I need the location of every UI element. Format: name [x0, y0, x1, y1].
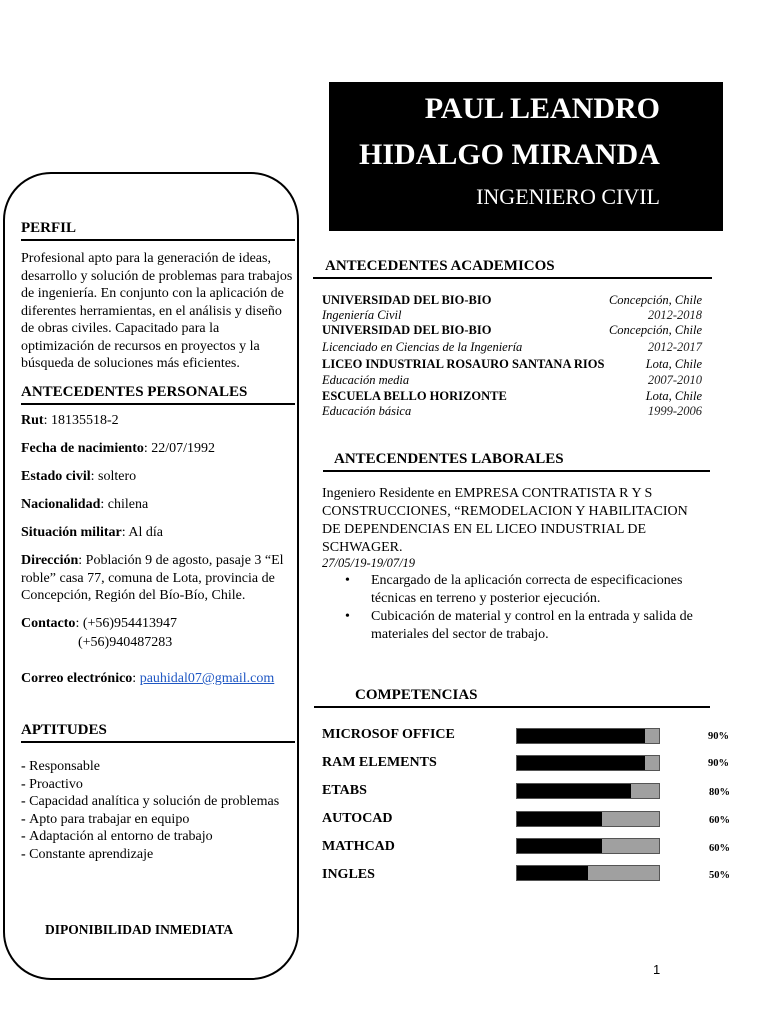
skill-bar: [516, 838, 660, 854]
skill-bar-fill: [517, 784, 631, 798]
skill-name: ETABS: [322, 783, 367, 798]
address-value: : Población 9 de agosto, pasaje 3 “El roble” casa 77, comuna de Lota, provincia de Concepción, Región del Bío-Bío, Chile.: [21, 553, 284, 603]
phone-1: : (+56)954413947: [75, 616, 178, 631]
skill-percent: 50%: [709, 870, 730, 881]
skill-name: MATHCAD: [322, 839, 395, 854]
civil-label: Estado civil: [21, 469, 91, 484]
military-value: : Al día: [121, 525, 163, 540]
job-title: INGENIERO CIVIL: [476, 184, 660, 209]
aptitude-item: - Constante aprendizaje: [21, 846, 154, 862]
skill-bar: [516, 728, 660, 744]
edu-row: UNIVERSIDAD DEL BIO-BIO Concepción, Chile: [322, 293, 702, 307]
academicos-heading: ANTECEDENTES ACADEMICOS: [325, 258, 555, 274]
skill-bar-fill: [517, 812, 602, 826]
edu-row: ESCUELA BELLO HORIZONTE Lota, Chile: [322, 389, 702, 403]
rut-row: [21, 412, 293, 430]
name-first: PAUL LEANDRO: [424, 92, 660, 125]
address-row: [21, 552, 293, 605]
rut-label: Rut: [21, 413, 44, 428]
phone-2: (+56)940487283: [78, 635, 173, 650]
edu-row: Educación básica 1999-2006: [322, 404, 702, 418]
email-label: Correo electrónico: [21, 671, 133, 686]
skill-percent: 90%: [708, 731, 729, 742]
aptitude-item: - Responsable: [21, 759, 100, 774]
civil-row: [21, 468, 293, 486]
bullet-icon: •: [345, 573, 350, 588]
aptitude-item: - Capacidad analítica y solución de problemas: [21, 794, 280, 809]
skill-bar-fill: [517, 729, 645, 743]
email-row: [21, 670, 293, 688]
academicos-divider: [313, 277, 712, 279]
left-panel: [3, 172, 299, 980]
page-number: 1: [653, 962, 661, 977]
skill-name: AUTOCAD: [322, 811, 393, 826]
perfil-heading: PERFIL: [21, 220, 295, 241]
birth-label: Fecha de nacimiento: [21, 441, 144, 456]
name-last: HIDALGO MIRANDA: [359, 138, 660, 171]
skill-bar: [516, 865, 660, 881]
civil-value: : soltero: [90, 469, 137, 484]
nationality-label: Nacionalidad: [21, 497, 101, 512]
birth-row: [21, 440, 293, 458]
aptitude-item: - Proactivo: [21, 776, 83, 792]
military-label: Situación militar: [21, 525, 122, 540]
competencias-divider: [314, 706, 710, 708]
aptitude-item: - Apto para trabajar en equipo: [21, 811, 190, 827]
edu-row: LICEO INDUSTRIAL ROSAURO SANTANA RIOS Lota, Chile: [322, 357, 702, 371]
availability-note: DIPONIBILIDAD INMEDIATA: [45, 922, 234, 937]
job-description: Ingeniero Residente en EMPRESA CONTRATISTA R Y S CONSTRUCCIONES, “REMODELACION Y HABILITACION DE DEPENDENCIAS EN EL LICEO INDUSTRIAL DE SCHWAGER.: [322, 486, 688, 555]
skill-bar-fill: [517, 839, 602, 853]
skill-bar: [516, 783, 660, 799]
skill-bar: [516, 755, 660, 771]
rut-value: : 18135518-2: [43, 413, 119, 428]
birth-value: : 22/07/1992: [143, 441, 216, 456]
edu-row: Licenciado en Ciencias de la Ingeniería 2012-2017: [322, 340, 702, 354]
military-row: [21, 524, 293, 542]
contact-row: [21, 615, 293, 633]
nationality-value: : chilena: [100, 497, 149, 512]
laborales-heading: ANTECENDENTES LABORALES: [334, 451, 564, 467]
aptitude-item: - Adaptación al entorno de trabajo: [21, 829, 213, 844]
email-link[interactable]: pauhidal07@gmail.com: [139, 671, 275, 686]
contact-label: Contacto: [21, 616, 76, 631]
personales-heading: ANTECEDENTES PERSONALES: [21, 384, 295, 405]
edu-row: UNIVERSIDAD DEL BIO-BIO Concepción, Chile: [322, 323, 702, 337]
edu-row: Educación media 2007-2010: [322, 373, 702, 387]
skill-percent: 90%: [708, 758, 729, 769]
address-label: Dirección: [21, 553, 79, 568]
skill-bar-fill: [517, 756, 645, 770]
job-dates: 27/05/19-19/07/19: [322, 556, 416, 570]
skill-bar: [516, 811, 660, 827]
aptitudes-heading: APTITUDES: [21, 722, 295, 743]
nationality-row: [21, 496, 293, 514]
competencias-heading: COMPETENCIAS: [355, 687, 478, 703]
skill-percent: 60%: [709, 815, 730, 826]
skill-bar-fill: [517, 866, 588, 880]
name-header: [329, 82, 723, 231]
skill-name: MICROSOF OFFICE: [322, 727, 455, 742]
aptitudes-list: [21, 758, 293, 863]
edu-row: Ingeniería Civil 2012-2018: [322, 308, 702, 322]
email-colon: :: [132, 671, 140, 686]
skill-percent: 80%: [709, 787, 730, 798]
bullet-icon: •: [345, 609, 350, 624]
perfil-text: Profesional apto para la generación de ideas, desarrollo y solución de problemas para trabajos de ingeniería. En conjunto con la aplicación de diferentes herramientas, en el análisis y diseño de obras civiles. Capacitado para la optimización de recursos en proyectos y la búsqueda de soluciones más eficientes.: [21, 251, 293, 371]
laborales-divider: [323, 470, 710, 472]
skill-name: INGLES: [322, 867, 375, 882]
skill-name: RAM ELEMENTS: [322, 755, 437, 770]
skill-percent: 60%: [709, 843, 730, 854]
